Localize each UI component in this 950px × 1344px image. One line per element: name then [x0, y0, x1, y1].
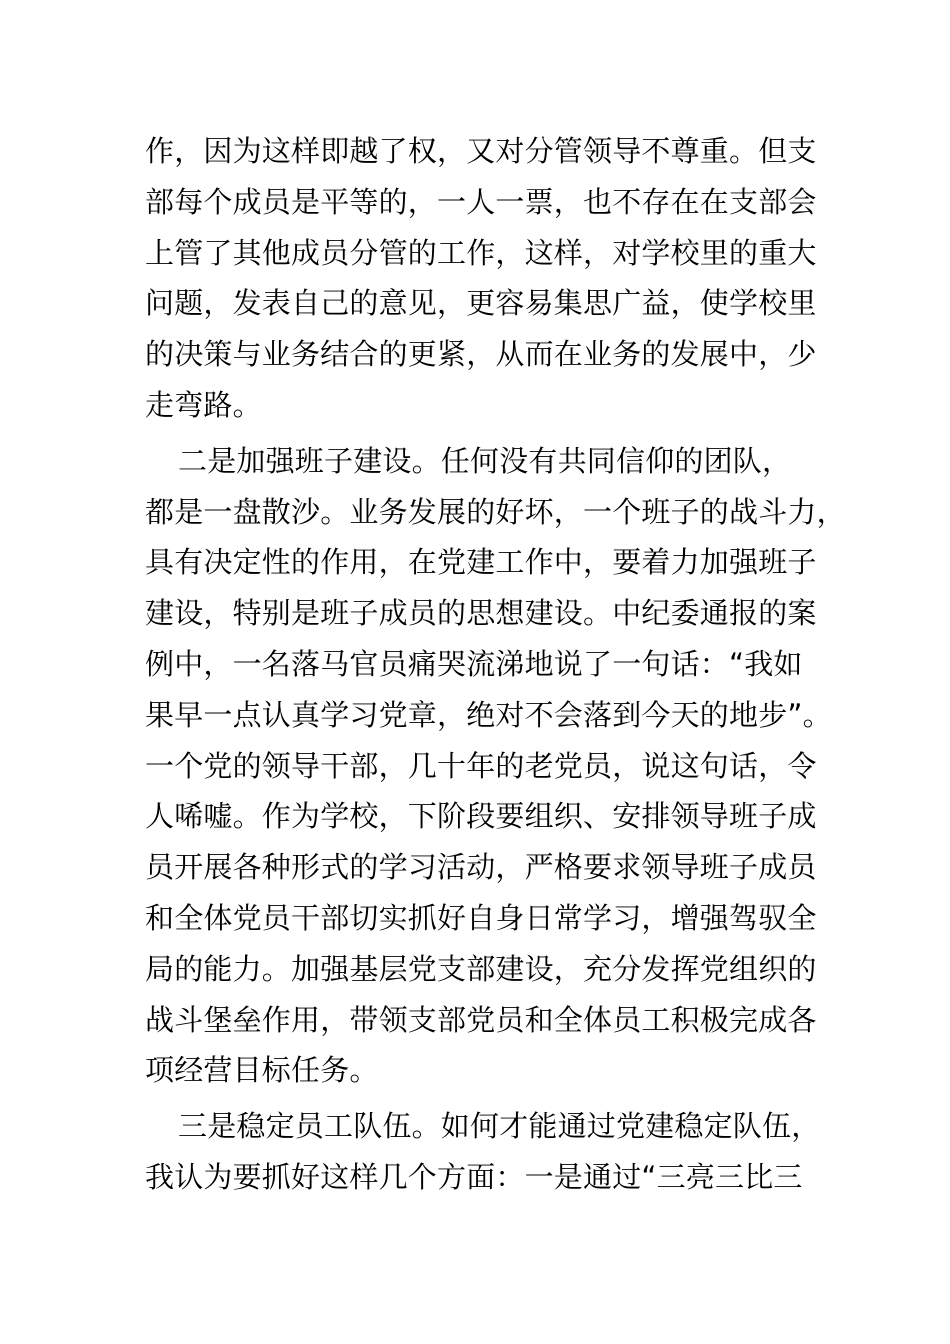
text-line: 上管了其他成员分管的工作，这样，对学校里的重大 — [145, 235, 817, 270]
text-line: 例中，一名落马官员痛哭流涕地说了一句话：“我如 — [145, 646, 803, 681]
text-line: 项经营目标任务。 — [145, 1053, 379, 1088]
text-line: 战斗堡垒作用，带领支部党员和全体员工积极完成各 — [145, 1002, 817, 1037]
body-text — [145, 126, 846, 1203]
text-line: 一个党的领导干部，几十年的老党员，说这句话，令 — [145, 748, 817, 783]
text-line: 部每个成员是平等的，一人一票，也不存在在支部会 — [145, 184, 817, 219]
text-line: 员开展各种形式的学习活动，严格要求领导班子成员 — [145, 850, 817, 885]
paragraph-3 — [145, 1101, 825, 1203]
text-line: 人唏嘘。作为学校，下阶段要组织、安排领导班子成 — [145, 799, 817, 834]
paragraph-1 — [145, 126, 825, 431]
text-line: 走弯路。 — [145, 387, 262, 422]
text-line: 都是一盘散沙。业务发展的好坏，一个班子的战斗力， — [145, 494, 846, 529]
text-line: 作，因为这样即越了权，又对分管领导不尊重。但支 — [145, 134, 817, 168]
text-line: 建设，特别是班子成员的思想建设。中纪委通报的案 — [145, 596, 817, 631]
text-line: 具有决定性的作用，在党建工作中，要着力加强班子 — [145, 545, 817, 580]
text-line: 和全体党员干部切实抓好自身日常学习，增强驾驭全 — [145, 900, 817, 935]
text-line: 果早一点认真学习党章，绝对不会落到今天的地步”。 — [145, 697, 832, 732]
text-line: 局的能力。加强基层党支部建设，充分发挥党组织的 — [145, 951, 817, 986]
paragraph-2 — [145, 436, 846, 1096]
text-line: 的决策与业务结合的更紧，从而在业务的发展中，少 — [145, 337, 817, 372]
text-line: 问题，发表自己的意见，更容易集思广益，使学校里 — [145, 286, 817, 321]
text-line-indented: 三是稳定员工队伍。如何才能通过党建稳定队伍， — [178, 1109, 821, 1144]
text-line: 我认为要抓好这样几个方面：一是通过“三亮三比三 — [145, 1159, 803, 1194]
text-line-indented: 二是加强班子建设。任何没有共同信仰的团队， — [178, 443, 792, 478]
